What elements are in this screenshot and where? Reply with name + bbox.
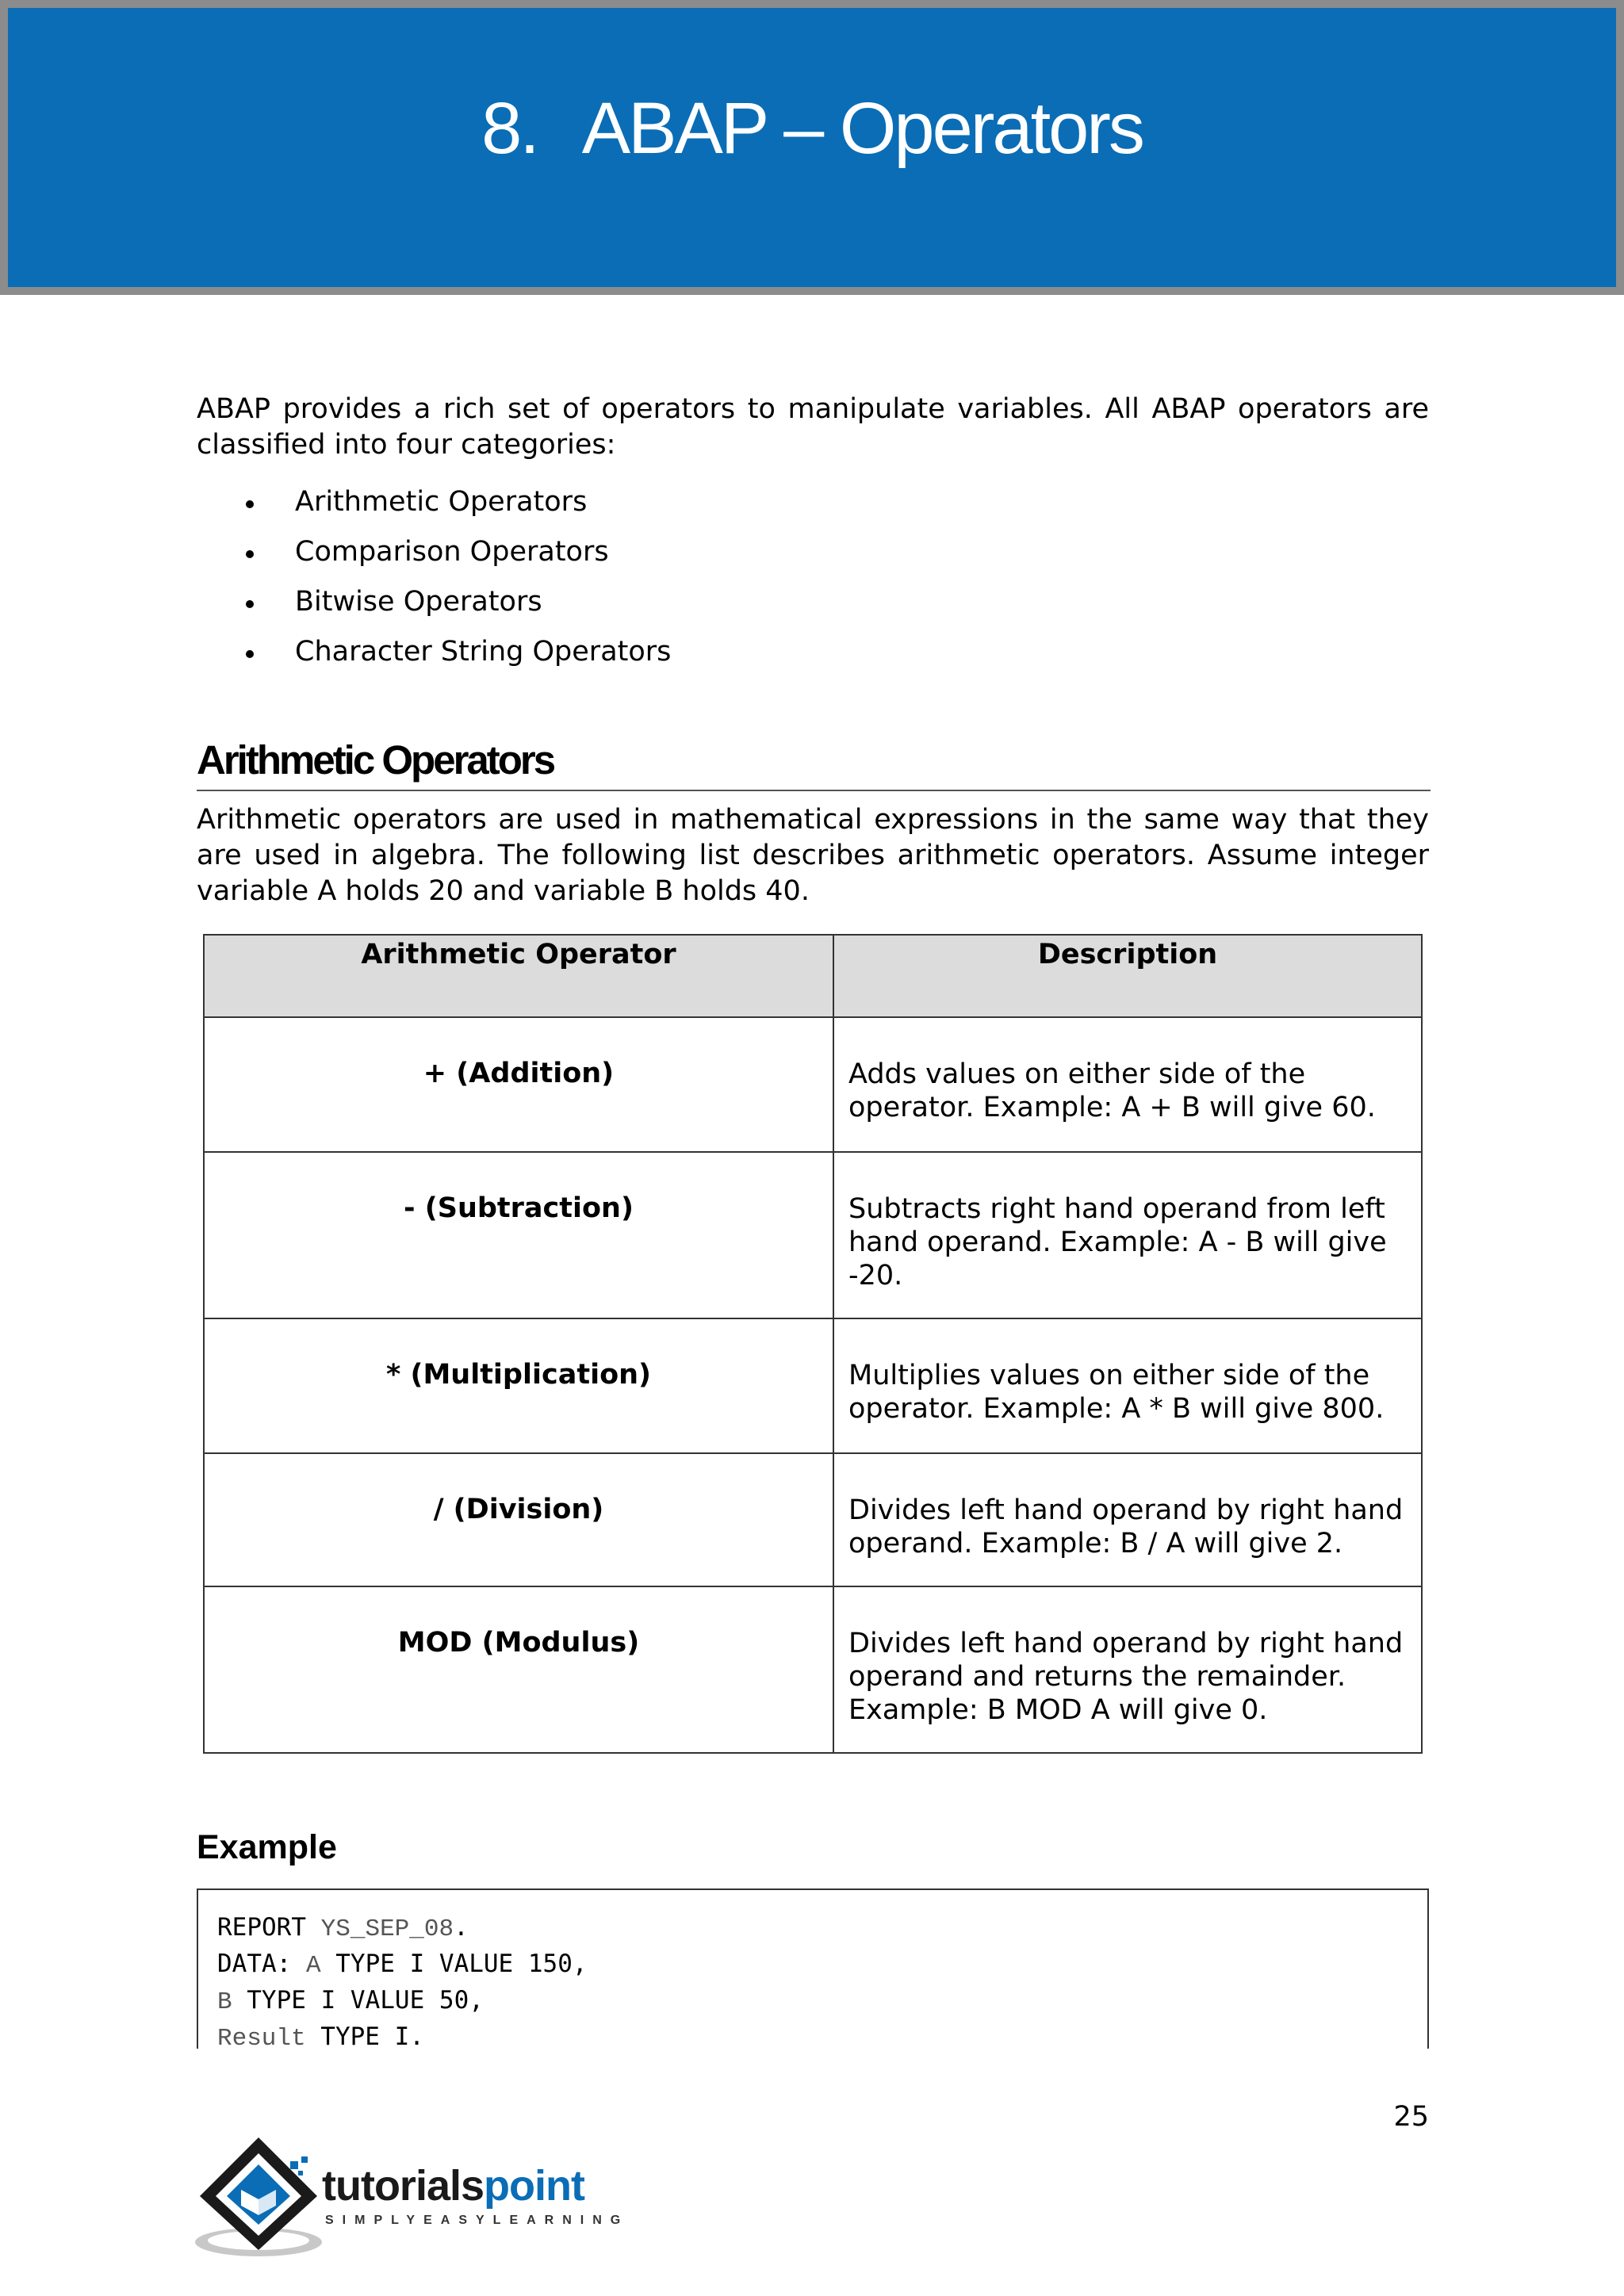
table-row — [204, 1152, 1422, 1318]
description-cell: Divides left hand operand by right hand operand and returns the remainder. Example: B MOD A will give 0. — [833, 1586, 1422, 1753]
bullet-icon — [246, 650, 254, 658]
table-row — [204, 1586, 1422, 1753]
table-row — [204, 1017, 1422, 1152]
operators-table — [203, 934, 1423, 1754]
tutorialspoint-logo — [193, 2133, 630, 2260]
bullet-icon — [246, 500, 254, 508]
logo-wordmark: tutorialspoint — [322, 2162, 584, 2210]
chapter-number: 8. — [481, 88, 538, 169]
table-header-row — [204, 935, 1422, 1017]
list-item: Comparison Operators — [197, 530, 671, 580]
column-header-operator: Arithmetic Operator — [204, 935, 833, 1017]
intro-paragraph: ABAP provides a rich set of operators to manipulate variables. All ABAP operators are classified into four categories: — [197, 393, 1429, 461]
operator-cell: - (Subtraction) — [204, 1152, 833, 1318]
operator-cell: * (Multiplication) — [204, 1318, 833, 1453]
code-line: REPORT YS_SEP_08. — [217, 1913, 469, 1943]
logo-tagline: SIMPLYEASYLEARNING — [325, 2214, 630, 2227]
operator-cell: MOD (Modulus) — [204, 1586, 833, 1753]
list-item: Bitwise Operators — [197, 580, 671, 630]
operator-cell: + (Addition) — [204, 1017, 833, 1152]
bullet-icon — [246, 600, 254, 608]
operator-cell: / (Division) — [204, 1453, 833, 1586]
code-line: DATA: A TYPE I VALUE 150, — [217, 1950, 588, 1980]
description-cell: Adds values on either side of the operator. Example: A + B will give 60. — [833, 1017, 1422, 1152]
example-heading: Example — [197, 1828, 337, 1866]
section-paragraph: Arithmetic operators are used in mathematical expressions in the same way that they are used in algebra. The following list describes arithmetic operators. Assume integer variable A holds 20 and variable B holds 40. — [197, 804, 1429, 907]
description-cell: Divides left hand operand by right hand operand. Example: B / A will give 2. — [833, 1453, 1422, 1586]
bullet-icon — [246, 550, 254, 558]
category-list — [197, 480, 671, 680]
code-block — [197, 1888, 1429, 2053]
logo-emblem-icon — [193, 2133, 328, 2260]
code-line: B TYPE I VALUE 50, — [217, 1986, 484, 2016]
chapter-title — [8, 87, 1616, 170]
chapter-title-text: ABAP – Operators — [581, 88, 1143, 169]
section-heading: Arithmetic Operators — [197, 733, 1431, 791]
list-item: Character String Operators — [197, 630, 671, 680]
code-line: Result TYPE I. — [217, 2022, 424, 2053]
list-item: Arithmetic Operators — [197, 480, 671, 530]
description-cell: Subtracts right hand operand from left hand operand. Example: A - B will give -20. — [833, 1152, 1422, 1318]
column-header-description: Description — [833, 935, 1422, 1017]
table-row — [204, 1318, 1422, 1453]
page-number: 25 — [1393, 2101, 1429, 2133]
description-cell: Multiplies values on either side of the operator. Example: A * B will give 800. — [833, 1318, 1422, 1453]
table-row — [204, 1453, 1422, 1586]
chapter-banner — [0, 0, 1624, 295]
